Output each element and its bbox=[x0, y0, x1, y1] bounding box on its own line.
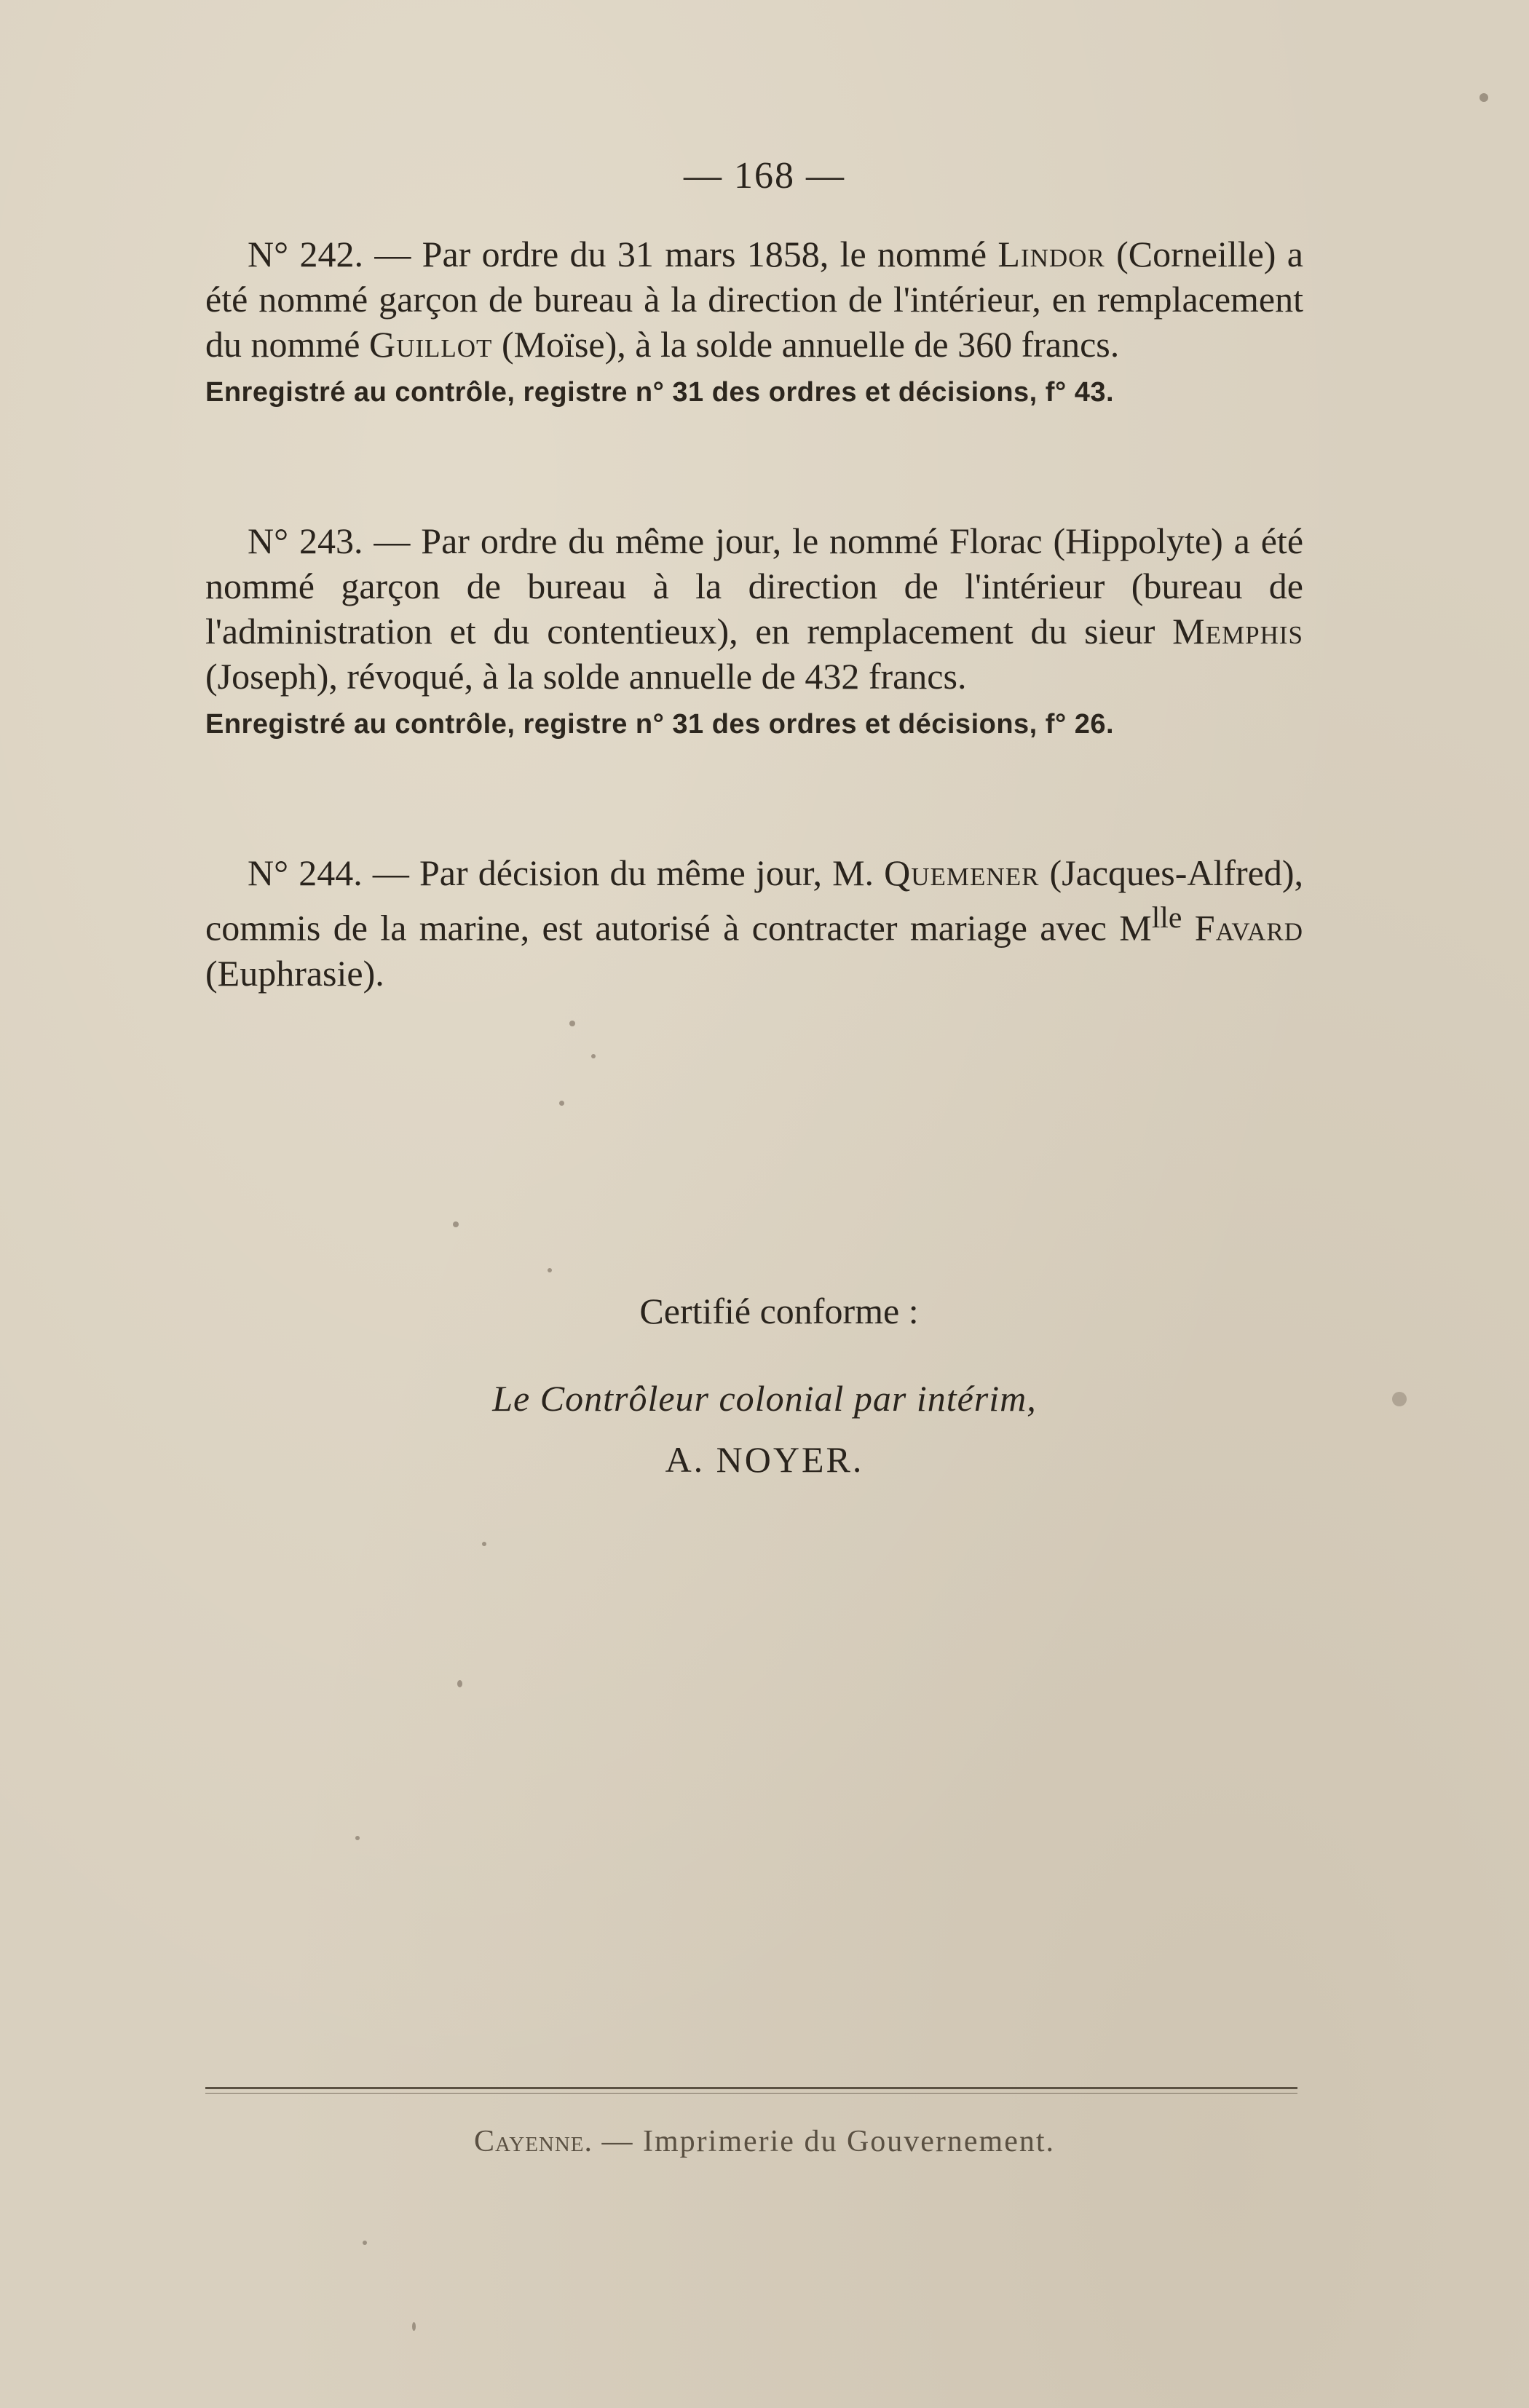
printer-imprint bbox=[0, 2124, 1529, 2159]
title-abbreviation: lle bbox=[1151, 901, 1182, 935]
entry-244 bbox=[205, 850, 1303, 996]
entry-242 bbox=[205, 231, 1303, 411]
person-name: Lindor bbox=[997, 234, 1105, 274]
entry-text-part: (Corneille) a été nommé garçon de bureau à la direction de l'intérieur, en remplacement du nommé bbox=[205, 234, 1304, 365]
person-name: Memphis bbox=[1172, 611, 1303, 651]
paper-speck bbox=[355, 1836, 360, 1840]
entry-text-part bbox=[1182, 908, 1194, 948]
person-name: Quemener bbox=[884, 852, 1040, 893]
paper-speck bbox=[363, 2241, 367, 2245]
entry-text-part: Par ordre du 31 mars 1858, le nommé bbox=[422, 234, 998, 274]
entry-text-part: (Moïse), à la solde annuelle de 360 francs. bbox=[492, 324, 1120, 365]
entry-text-part: Par ordre du même jour, le nommé Florac (Hippolyte) a été nommé garçon de bureau à la direction de l'intérieur (bureau de l'administration et du contentieux), en remplacement du sieur bbox=[205, 520, 1304, 651]
paper-speck bbox=[548, 1268, 552, 1272]
imprint-printer: Imprimerie du Gouvernement. bbox=[643, 2125, 1056, 2158]
certification-block bbox=[0, 1290, 1529, 1481]
page-number: — 168 — bbox=[684, 155, 845, 197]
footer-rule bbox=[205, 2087, 1297, 2089]
registration-note: Enregistré au contrôle, registre n° 31 des ordres et décisions, f° 43. bbox=[205, 377, 1115, 408]
paper-speck bbox=[482, 1542, 486, 1546]
entry-number: N° 244. bbox=[248, 852, 363, 893]
person-name: Favard bbox=[1194, 907, 1303, 948]
signatory-title: Le Contrôleur colonial par intérim, bbox=[492, 1378, 1037, 1419]
entry-text bbox=[205, 518, 1303, 699]
paper-speck bbox=[1479, 93, 1488, 102]
signatory-name: A. NOYER. bbox=[665, 1439, 864, 1480]
paper-speck bbox=[453, 1221, 459, 1227]
entry-text-part: Par décision du même jour, M. bbox=[419, 852, 885, 893]
imprint-separator: — bbox=[593, 2125, 644, 2158]
entry-text-part: (Jacques-Alfred), commis de la marine, est autorisé à contracter mariage avec M bbox=[205, 852, 1303, 948]
paper-speck bbox=[591, 1054, 596, 1058]
person-name: Guillot bbox=[368, 324, 493, 365]
entry-text bbox=[205, 231, 1303, 367]
footer-rule-thin bbox=[205, 2093, 1297, 2094]
registration-note: Enregistré au contrôle, registre n° 31 des ordres et décisions, f° 26. bbox=[205, 709, 1115, 740]
entry-text bbox=[205, 850, 1303, 996]
entry-text-part: (Euphrasie). bbox=[205, 952, 384, 994]
certified-conforme: Certifié conforme : bbox=[639, 1291, 919, 1331]
entry-dash: — bbox=[362, 852, 419, 893]
paper-speck bbox=[457, 1680, 462, 1687]
entry-number: N° 243. bbox=[248, 520, 363, 561]
entry-dash: — bbox=[363, 234, 422, 274]
paper-speck bbox=[412, 2322, 416, 2331]
paper-speck bbox=[1392, 1392, 1407, 1406]
entry-dash: — bbox=[363, 520, 422, 561]
paper-speck bbox=[559, 1101, 564, 1106]
entry-243 bbox=[205, 518, 1303, 742]
entry-text-part: (Joseph), révoqué, à la solde annuelle de 432 francs. bbox=[205, 656, 967, 697]
paper-speck bbox=[569, 1021, 575, 1026]
imprint-city: Cayenne. bbox=[473, 2125, 593, 2158]
entry-number: N° 242. bbox=[248, 234, 363, 274]
